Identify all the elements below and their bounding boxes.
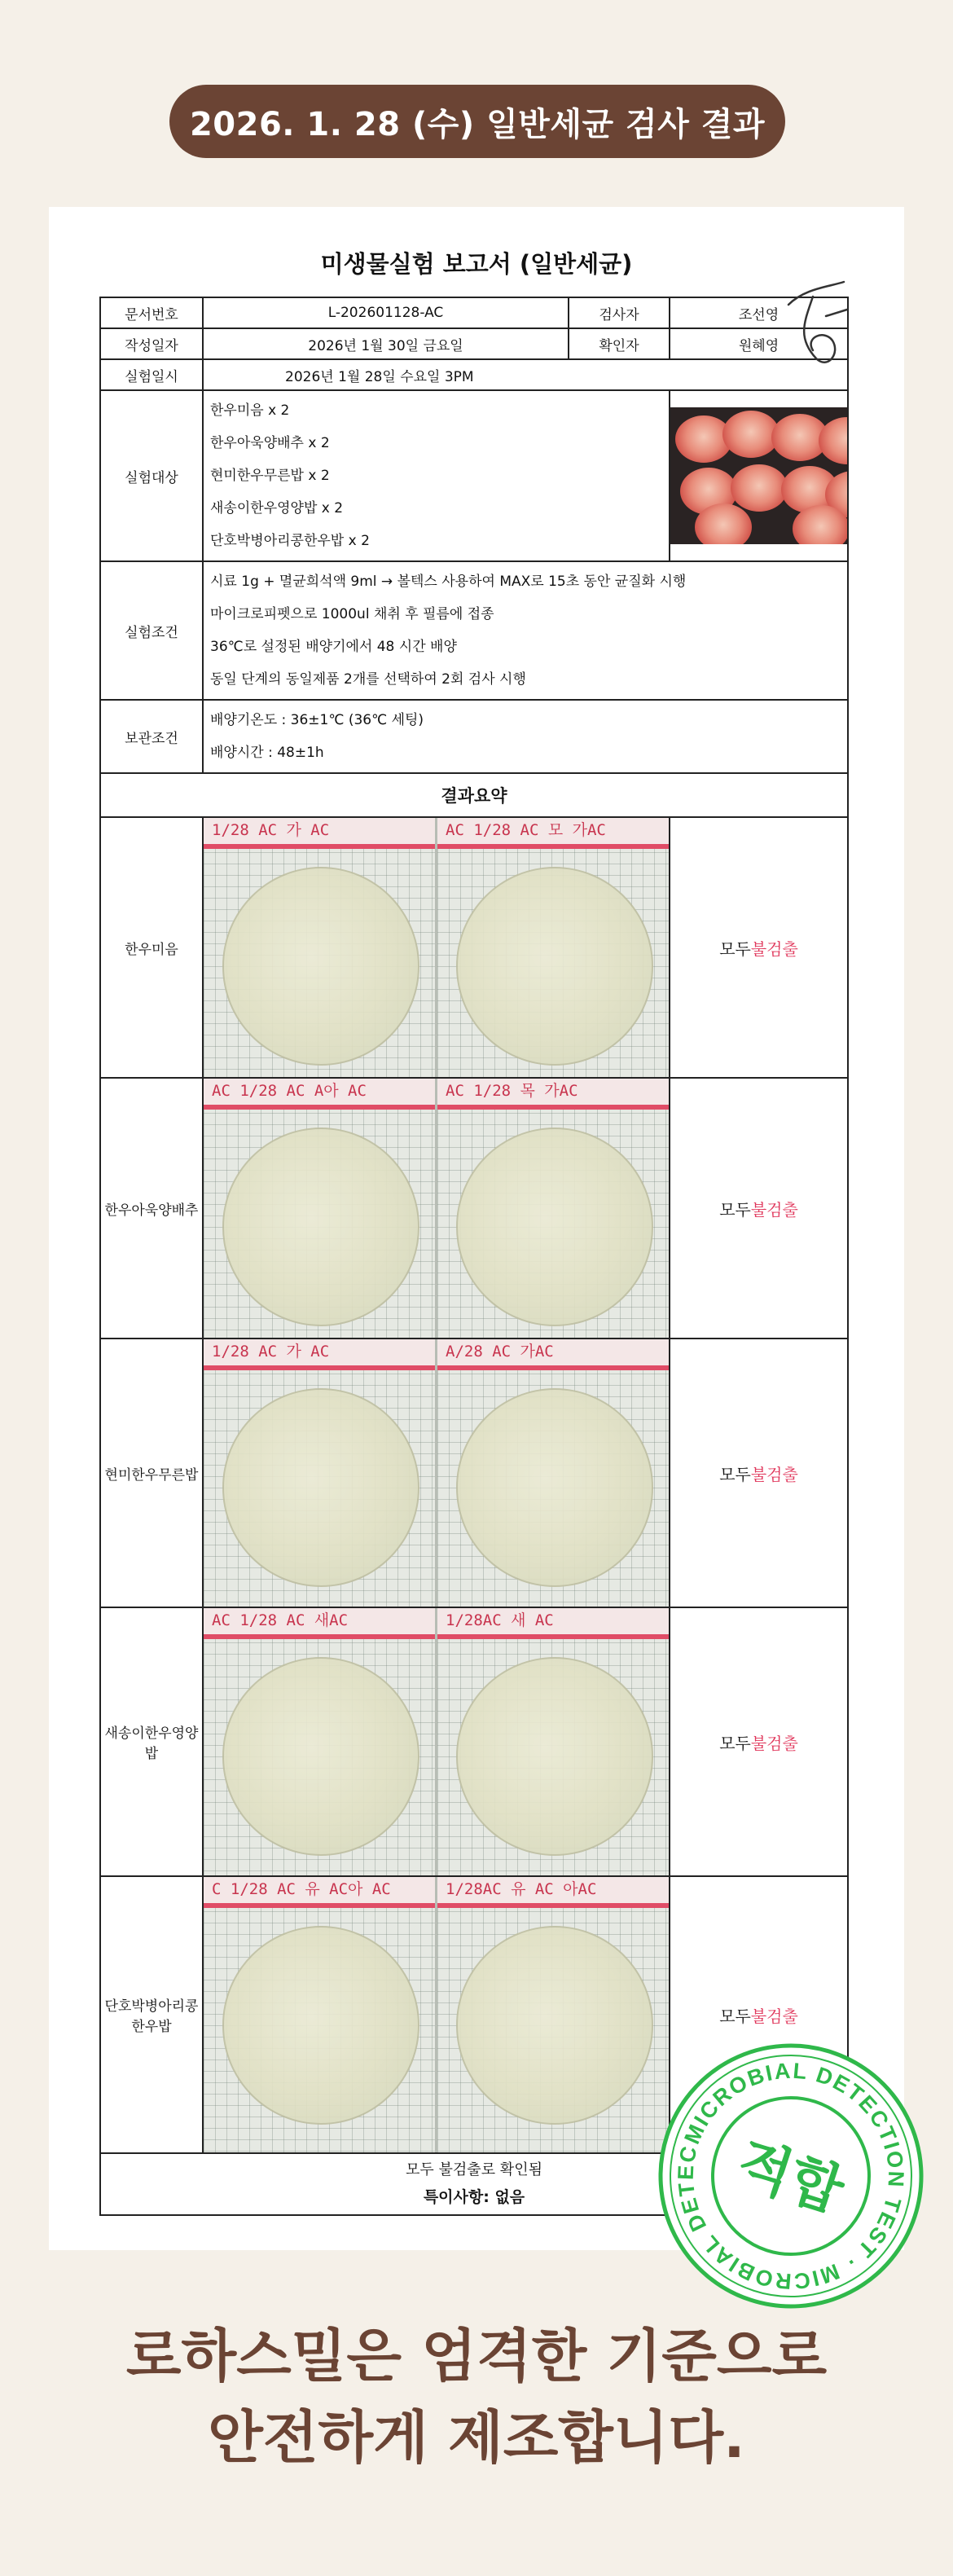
product-name: 한우아욱양배추 xyxy=(100,1078,203,1339)
petri-film-plate: 1/28AC 유 AC 아AC xyxy=(435,1877,669,2152)
result-value: 모두불검출 xyxy=(670,817,848,1078)
target-item: 한우미음 x 2 xyxy=(210,402,290,419)
product-name: 한우미음 xyxy=(100,817,203,1078)
report-table xyxy=(99,297,849,2216)
target-item: 새송이한우영양밥 x 2 xyxy=(210,500,344,517)
product-name: 현미한우무른밥 xyxy=(100,1339,203,1607)
product-name: 단호박병아리콩한우밥 xyxy=(100,1876,203,2153)
test-date-value: 2026년 1월 28일 수요일 3PM xyxy=(203,359,848,390)
petri-film-plate: 1/28 AC 가 AC xyxy=(204,1339,435,1607)
bottom-message xyxy=(0,2315,953,2478)
sample-photo xyxy=(670,407,848,544)
plate-photos xyxy=(203,1607,670,1876)
target-item: 단호박병아리콩한우밥 x 2 xyxy=(210,533,370,549)
plate-photos xyxy=(203,1876,670,2153)
conditions-label: 실험조건 xyxy=(100,561,203,700)
storage-list xyxy=(203,700,848,773)
petri-film-plate: AC 1/28 AC A아 AC xyxy=(204,1079,435,1338)
written-date-value: 2026년 1월 30일 금요일 xyxy=(203,328,569,359)
petri-film-plate: AC 1/28 AC 새AC xyxy=(204,1608,435,1875)
result-value: 모두불검출 xyxy=(670,1339,848,1607)
result-value: 모두불검출 xyxy=(670,1078,848,1339)
inspector-value: 조선영 xyxy=(738,306,780,323)
confirmer-value: 원혜영 xyxy=(670,328,848,359)
inspector-label: 검사자 xyxy=(569,297,670,328)
stamp-ring-text: MICROBIAL DETECTION TEST · MICROBIAL DETECTION xyxy=(673,2058,909,2294)
header-title: 2026. 1. 28 (수) 일반세균 검사 결과 xyxy=(169,85,785,158)
plate-photos xyxy=(203,1339,670,1607)
condition-item: 36℃로 설정된 배양기에서 48 시간 배양 xyxy=(210,639,457,655)
condition-item: 시료 1g + 멸균희석액 9ml → 볼텍스 사용하여 MAX로 15초 동안 균질화 시행 xyxy=(210,574,687,590)
signature-mark xyxy=(780,280,854,371)
result-row xyxy=(100,1078,848,1339)
result-row xyxy=(100,817,848,1078)
doc-no-label: 문서번호 xyxy=(100,297,203,328)
petri-film-plate: C 1/28 AC 유 AC아 AC xyxy=(204,1877,435,2152)
petri-film-plate: A/28 AC 가AC xyxy=(435,1339,669,1607)
stamp-center-text: 적합 xyxy=(729,2130,851,2226)
target-item: 현미한우무른밥 x 2 xyxy=(210,468,330,484)
product-name: 새송이한우영양밥 xyxy=(100,1607,203,1876)
doc-no-value: L-202601128-AC xyxy=(203,297,569,328)
storage-item: 배양기온도 : 36±1℃ (36℃ 세팅) xyxy=(210,712,424,728)
footer-note: 모두 불검출로 확인됨 xyxy=(406,2161,542,2178)
targets-label: 실험대상 xyxy=(100,390,203,561)
test-date-label: 실험일시 xyxy=(100,359,203,390)
result-value: 모두불검출 xyxy=(670,1607,848,1876)
written-date-label: 작성일자 xyxy=(100,328,203,359)
plate-photos xyxy=(203,817,670,1078)
bottom-line-1: 로하스밀은 엄격한 기준으로 xyxy=(125,2323,828,2389)
petri-film-plate: AC 1/28 AC 모 가AC xyxy=(435,818,669,1077)
special-note: 특이사항: 없음 xyxy=(423,2188,525,2206)
petri-film-plate: AC 1/28 목 가AC xyxy=(435,1079,669,1338)
result-value: 모두불검출 xyxy=(670,1876,848,2153)
petri-film-plate: 1/28AC 새 AC xyxy=(435,1608,669,1875)
result-row xyxy=(100,1607,848,1876)
targets-list xyxy=(203,390,670,561)
storage-label: 보관조건 xyxy=(100,700,203,773)
result-row xyxy=(100,1339,848,1607)
storage-item: 배양시간 : 48±1h xyxy=(210,745,324,761)
approval-stamp xyxy=(657,2042,925,2310)
petri-film-plate: 1/28 AC 가 AC xyxy=(204,818,435,1077)
plate-photos xyxy=(203,1078,670,1339)
conditions-list xyxy=(203,561,848,700)
condition-item: 마이크로피펫으로 1000ul 채취 후 필름에 접종 xyxy=(210,606,494,622)
condition-item: 동일 단계의 동일제품 2개를 선택하여 2회 검사 시행 xyxy=(210,671,526,688)
bottom-line-2: 안전하게 제조합니다. xyxy=(208,2404,745,2471)
target-item: 한우아욱양배추 x 2 xyxy=(210,435,330,451)
summary-heading: 결과요약 xyxy=(100,773,848,817)
confirmer-label: 확인자 xyxy=(569,328,670,359)
sample-photo-cell xyxy=(670,390,848,561)
report-title: 미생물실험 보고서 (일반세균) xyxy=(320,250,633,278)
